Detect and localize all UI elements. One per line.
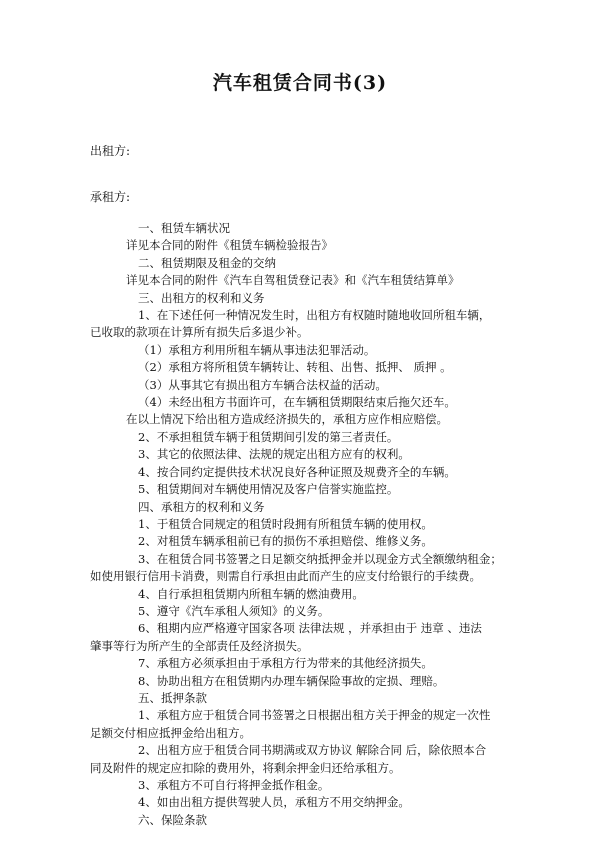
paragraph-line: 肇事等行为所产生的全部责任及经济损失。	[90, 638, 309, 653]
section-heading: 二、租赁期限及租金的交纳	[138, 255, 276, 270]
paragraph-line: 2、出租方应于租赁合同书期满或双方协议 解除合同 后，除依照本合	[138, 743, 487, 758]
paragraph-line: 6、租期内应严格遵守国家各项 法律法规 ，并承担由于 违章 、违法	[138, 621, 482, 636]
section-heading: 四、承租方的权利和义务	[138, 499, 265, 514]
paragraph-line: 如使用银行信用卡消费，则需自行承担由此而产生的应支付给银行的手续费。	[90, 569, 481, 584]
paragraph-line: 2、对租赁车辆承租前已有的损伤不承担赔偿、维修义务。	[138, 534, 433, 549]
paragraph-line: （1）承租方利用所租车辆从事违法犯罪活动。	[138, 342, 376, 357]
paragraph-line: 已收取的款项在计算所有损失后多退少补。	[90, 325, 309, 340]
section-heading: 一、租赁车辆状况	[138, 221, 230, 235]
paragraph-line: 1、承租方应于租赁合同书签署之日根据出租方关于押金的规定一次性	[138, 708, 491, 723]
paragraph-line: （3）从事其它有损出租方车辆合法权益的活动。	[138, 377, 387, 392]
paragraph-line: 8、协助出租方在租赁期内办理车辆保险事故的定损、理赔。	[138, 673, 445, 688]
contract-body	[90, 220, 515, 829]
paragraph-line: 5、遵守《汽车承租人须知》的义务。	[138, 603, 330, 618]
paragraph-line: 4、自行承担租赁期内所租车辆的燃油费用。	[138, 586, 364, 601]
paragraph-line: 1、在下述任何一种情况发生时，出租方有权随时随地收回所租车辆，	[138, 308, 491, 323]
paragraph-line: 7、承租方必须承担由于承租方行为带来的其他经济损失。	[138, 656, 433, 671]
paragraph-line: 3、其它的依照法律、法规的规定出租方应有的权利。	[138, 447, 410, 462]
paragraph-line: 3、在租赁合同书签署之日足额交纳抵押金并以现金方式全额缴纳租金；	[138, 551, 502, 566]
section-heading: 六、保险条款	[138, 812, 207, 827]
paragraph-line: 详见本合同的附件《汽车自驾租赁登记表》和《汽车租赁结算单》	[126, 273, 460, 288]
paragraph-line: 在以上情况下给出租方造成经济损失的，承租方应作相应赔偿。	[126, 412, 448, 427]
lessor-label: 出租方:	[90, 144, 131, 158]
paragraph-line: 4、如由出租方提供驾驶人员，承租方不用交纳押金。	[138, 795, 410, 810]
paragraph-line: 5、租赁期间对车辆使用情况及客户信誉实施监控。	[138, 482, 399, 497]
page-title: 汽车租赁合同书(3)	[212, 72, 388, 94]
paragraph-line: （2）承租方将所租赁车辆转让、转租、出售、抵押、 质押 。	[138, 360, 452, 375]
paragraph-line: 同及附件的规定应扣除的费用外，将剩余押金归还给承租方。	[90, 760, 401, 775]
paragraph-line: 足额交付相应抵押金给出租方。	[90, 725, 251, 740]
paragraph-line: 4、按合同约定提供技术状况良好各种证照及规费齐全的车辆。	[138, 464, 456, 479]
paragraph-line: 2、不承担租赁车辆于租赁期间引发的第三者责任。	[138, 429, 399, 444]
section-heading: 五、抵押条款	[138, 690, 207, 705]
paragraph-line: 1、于租赁合同规定的租赁时段拥有所租赁车辆的使用权。	[138, 516, 433, 531]
section-heading: 三、出租方的权利和义务	[138, 290, 265, 305]
lessee-label: 承租方:	[90, 190, 131, 204]
paragraph-line: 3、承租方不可自行将押金抵作租金。	[138, 778, 330, 792]
paragraph-line: 详见本合同的附件《租赁车辆检验报告》	[126, 238, 333, 253]
paragraph-line: （4）未经出租方书面许可，在车辆租赁期限结束后拖欠还车。	[138, 395, 456, 410]
